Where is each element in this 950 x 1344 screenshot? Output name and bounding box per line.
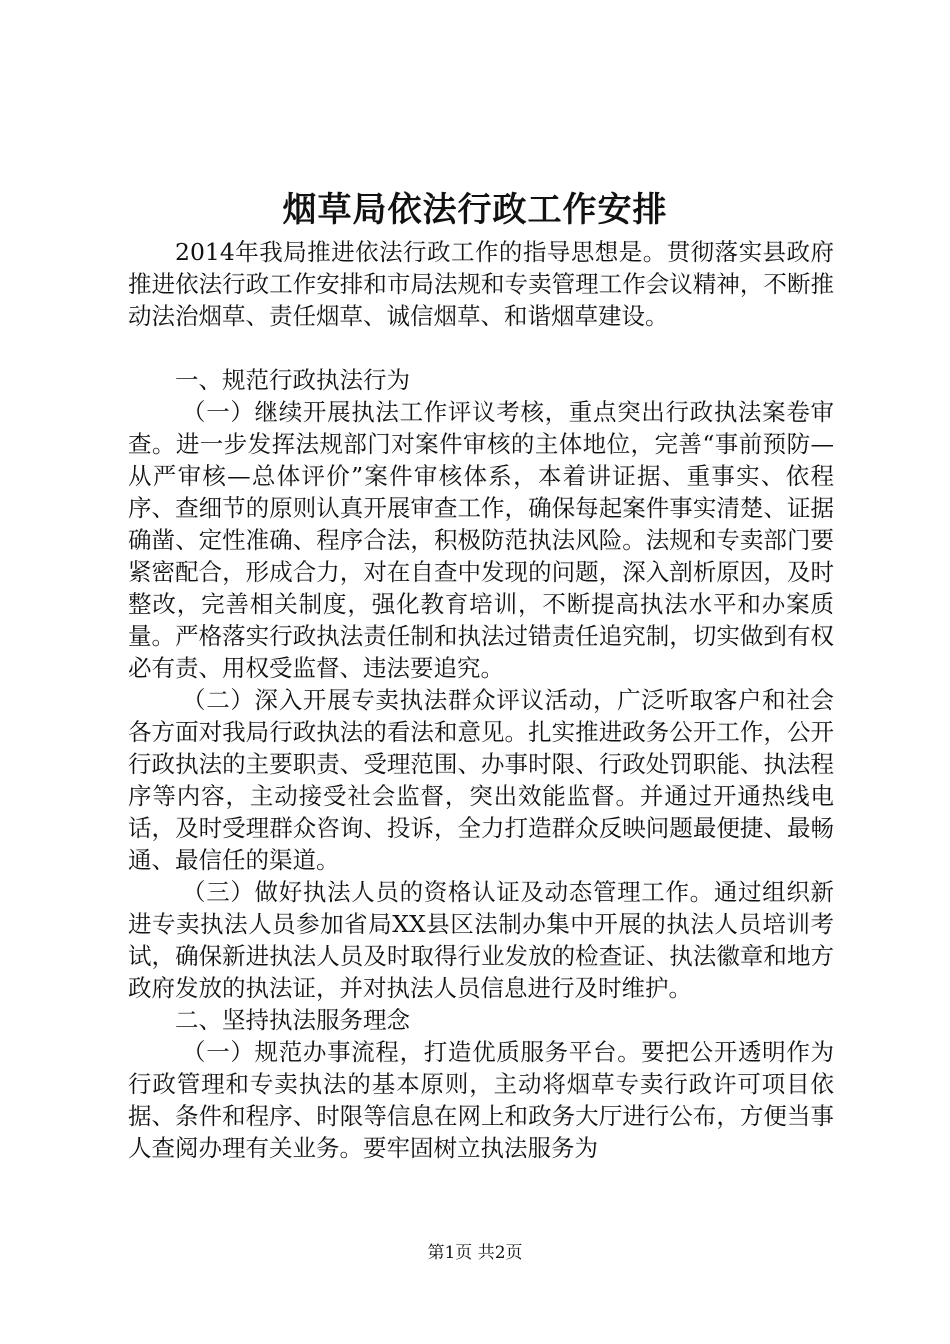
document-body — [128, 236, 834, 1164]
page-number: 第1页 共2页 — [427, 1243, 523, 1263]
section1-paragraph-3: （三）做好执法人员的资格认证及动态管理工作。通过组织新进专卖执法人员参加省局XX县区法制办集中开展的执法人员培训考试，确保新进执法人员及时取得行业发放的检查证、执法徽章和地方政府发放的执法证，并对执法人员信息进行及时维护。 — [128, 878, 834, 1002]
section1-paragraph-1: （一）继续开展执法工作评议考核，重点突出行政执法案卷审查。进一步发挥法规部门对案件审核的主体地位，完善“事前预防—从严审核—总体评价”案件审核体系，本着讲证据、重事实、依程序、查细节的原则认真开展审查工作，确保每起案件事实清楚、证据确凿、定性准确、程序合法，积极防范执法风险。法规和专卖部门要紧密配合，形成合力，对在自查中发现的问题，深入剖析原因，及时整改，完善相关制度，强化教育培训，不断提高执法水平和办案质量。严格落实行政执法责任制和执法过错责任追究制，切实做到有权必有责、用权受监督、违法要追究。 — [128, 398, 834, 682]
section1-paragraph-2: （二）深入开展专卖执法群众评议活动，广泛听取客户和社会各方面对我局行政执法的看法和意见。扎实推进政务公开工作，公开行政执法的主要职责、受理范围、办事时限、行政处罚职能、执法程序等内容，主动接受社会监督，突出效能监督。并通过开通热线电话，及时受理群众咨询、投诉，全力打造群众反映问题最便捷、最畅通、最信任的渠道。 — [128, 686, 834, 874]
section2-heading: 二、坚持执法服务理念 — [175, 1006, 410, 1034]
section2-paragraph-1: （一）规范办事流程，打造优质服务平台。要把公开透明作为行政管理和专卖执法的基本原则，主动将烟草专卖行政许可项目依据、条件和程序、时限等信息在网上和政务大厅进行公布，方便当事人查阅办理有关业务。要牢固树立执法服务为 — [128, 1038, 834, 1162]
paragraph-spacer — [128, 332, 834, 364]
intro-paragraph: 2014年我局推进依法行政工作的指导思想是。贯彻落实县政府推进依法行政工作安排和市局法规和专卖管理工作会议精神，不断推动法治烟草、责任烟草、诚信烟草、和谐烟草建设。 — [128, 238, 834, 330]
document-title: 烟草局依法行政工作安排 — [282, 190, 668, 230]
section1-heading: 一、规范行政执法行为 — [175, 366, 410, 394]
